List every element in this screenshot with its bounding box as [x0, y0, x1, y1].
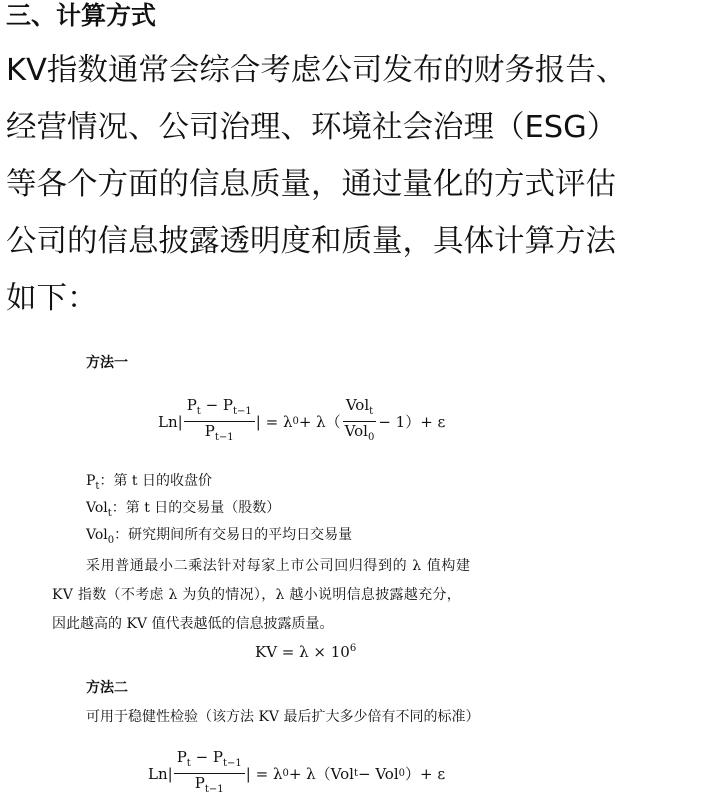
- paragraph-line: KV指数通常会综合考虑公司发布的财务报告、: [6, 53, 627, 88]
- method1-title: 方法一: [86, 355, 128, 371]
- explain-line: 采用普通最小二乘法针对每家上市公司回归得到的 λ 值构建: [86, 558, 471, 574]
- definition-volt: Vol$_t$：第 t 日的交易量（股数）: [86, 500, 281, 519]
- definition-pt: $P_t$：第 t 日的收盘价: [86, 473, 212, 492]
- price-fraction: $\frac{P_t - P_{t-1}}{P_{t-1}}$: [174, 748, 245, 799]
- explain-line: KV 指数（不考虑 λ 为负的情况），λ 越小说明信息披露越充分，: [52, 587, 462, 603]
- paragraph-line: 如下：: [6, 281, 98, 316]
- method1-formula: Ln| $\frac{P_t - P_{t-1}}{P_{t-1}}$ | = λ 0 + λ（ $\frac{Vol_t}{Vol_0}$ − 1）+ ε: [158, 396, 445, 447]
- definition-vol0: Vol$_0$：研究期间所有交易日的平均日交易量: [86, 527, 353, 546]
- section-heading: 三、计算方式: [6, 1, 157, 30]
- paragraph-line: 等各个方面的信息质量，通过量化的方式评估: [6, 167, 616, 202]
- method2-title: 方法二: [86, 680, 128, 696]
- intro-paragraph: [6, 42, 710, 327]
- paragraph-line: 公司的信息披露透明度和质量，具体计算方法: [6, 224, 616, 259]
- volume-fraction: $\frac{Vol_t}{Vol_0}$: [344, 396, 375, 443]
- kv-formula: KV = $\lambda \times 10^6$: [255, 643, 357, 661]
- price-fraction: $\frac{P_t - P_{t-1}}{P_{t-1}}$: [184, 396, 255, 447]
- method2-description: 可用于稳健性检验（该方法 KV 最后扩大多少倍有不同的标准）: [86, 709, 480, 725]
- paragraph-line: 经营情况、公司治理、环境社会治理（ESG）: [6, 110, 618, 145]
- method2-formula: Ln| $\frac{P_t - P_{t-1}}{P_{t-1}}$ | = λ 0 + λ（Vol t − Vol 0 ）+ ε: [148, 748, 445, 799]
- explain-line: 因此越高的 KV 值代表越低的信息披露质量。: [52, 616, 334, 632]
- ln-symbol: Ln|: [158, 412, 183, 431]
